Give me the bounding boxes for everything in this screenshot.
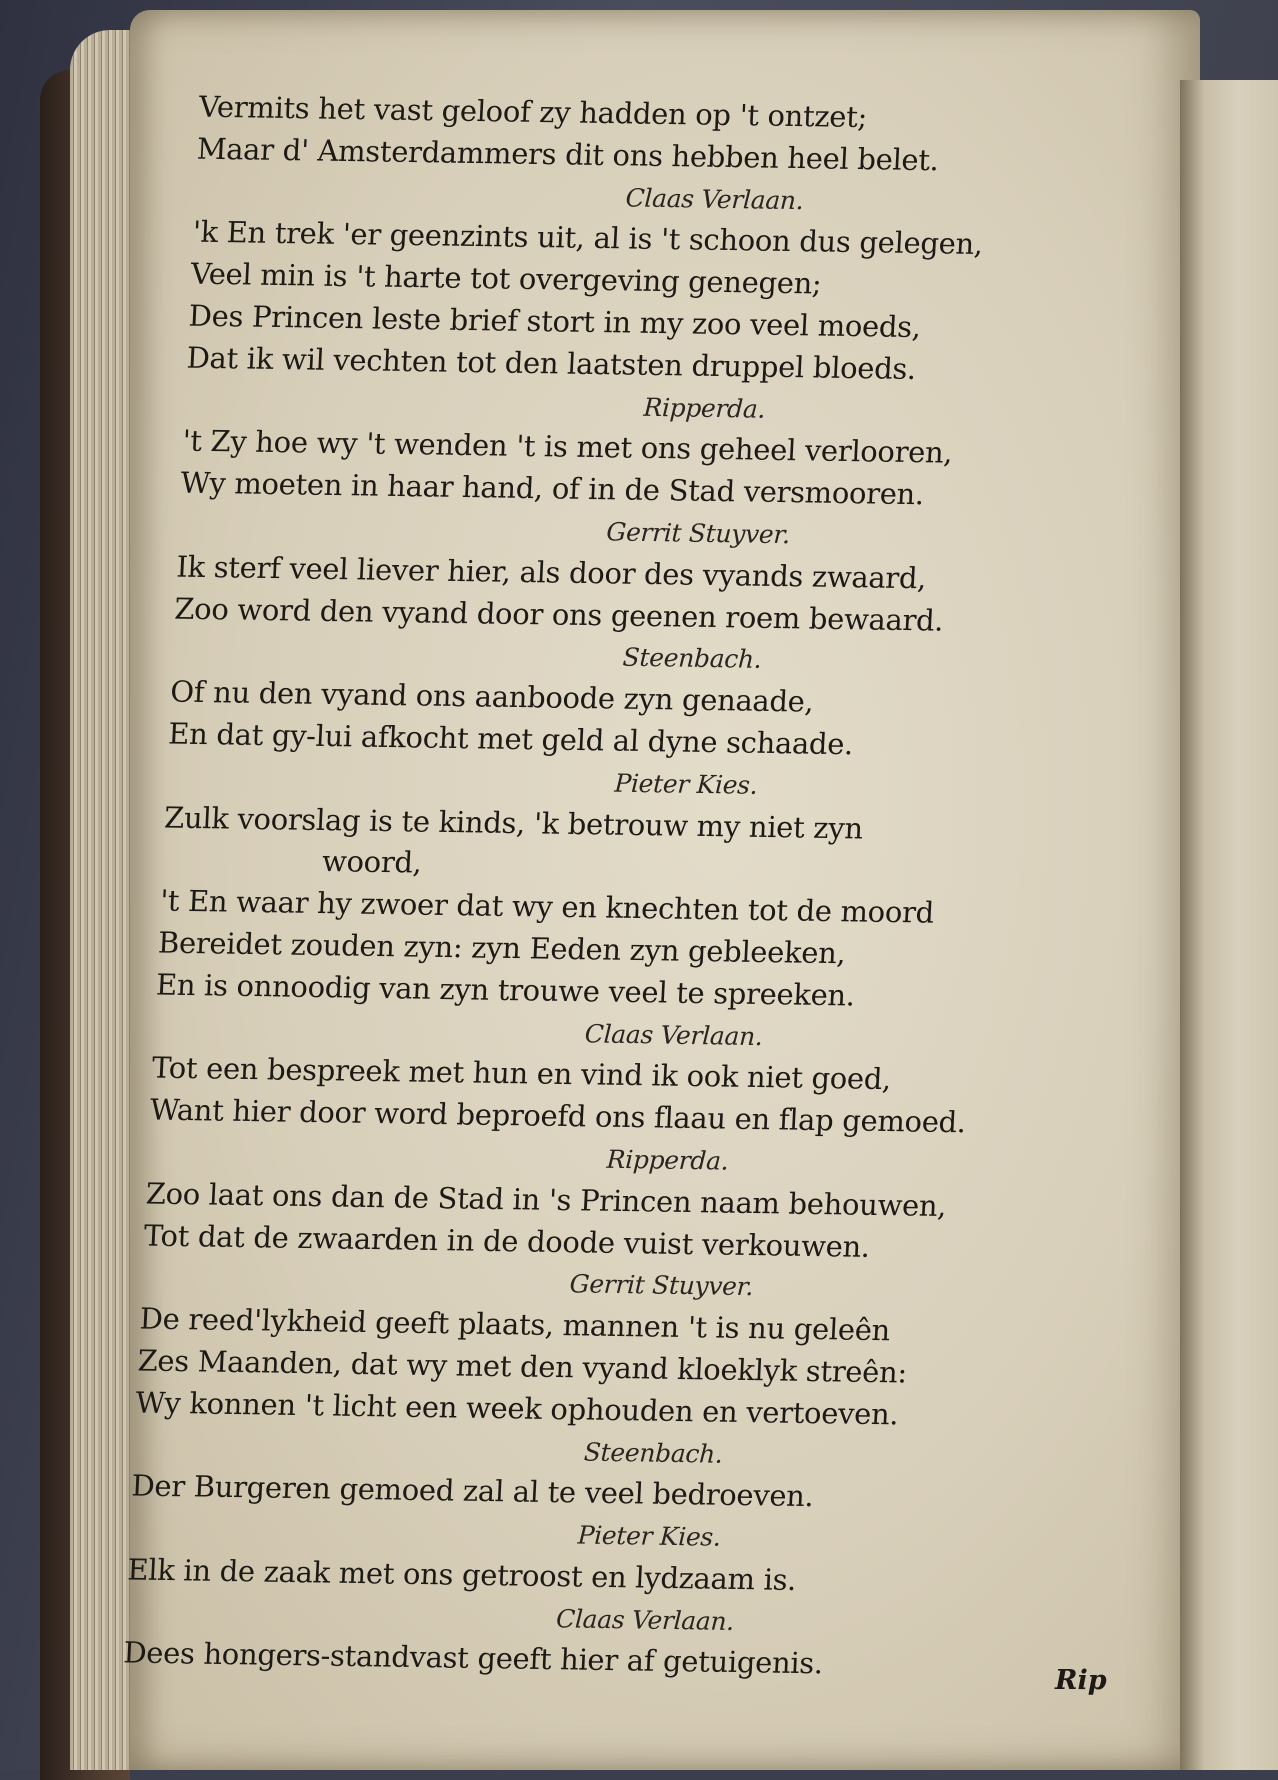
verse-line: Elk in de zaak met ons getroost en lydzaam is.	[126, 1552, 798, 1597]
speaker-name: Ripperda.	[642, 392, 766, 424]
verse-line: Maar d' Amsterdammers dit ons hebben heel belet.	[196, 131, 940, 178]
verse-line: Tot dat de zwaarden in de doode vuist verkouwen.	[143, 1218, 871, 1264]
speaker-name: Claas Verlaan.	[555, 1603, 735, 1636]
verse-line: Tot een bespreek met hun en vind ik ook niet goed,	[151, 1050, 892, 1097]
verse-line: Want hier door word beproefd ons flaau en flap gemoed.	[149, 1092, 967, 1140]
catchword: Rip	[1055, 1665, 1107, 1696]
verse-line: Der Burgeren gemoed zal al te veel bedroeven.	[130, 1468, 815, 1514]
verse-line: En is onnoodig van zyn trouwe veel te spreeken.	[155, 967, 856, 1013]
verse-line: Of nu den vyand ons aanboode zyn genaade,	[169, 674, 815, 719]
speaker-name: Pieter Kies.	[577, 1520, 722, 1552]
facing-page	[1180, 80, 1278, 1770]
page-text	[82, 86, 1159, 1690]
speaker-name: Gerrit Stuyver.	[568, 1269, 754, 1302]
speaker-name: Claas Verlaan.	[584, 1018, 764, 1051]
verse-line: Des Princen leste brief stort in my zoo veel moeds,	[187, 298, 922, 345]
verse-line: 't Zy hoe wy 't wenden 't is met ons geheel verlooren,	[181, 423, 954, 471]
speaker-name: Gerrit Stuyver.	[605, 517, 791, 550]
verse-line: Zulk voorslag is te kinds, 'k betrouw my niet zyn	[163, 800, 864, 846]
speaker-name: Ripperda.	[606, 1144, 730, 1176]
verse-line: Dat ik wil vechten tot den laatsten druppel bloeds.	[185, 340, 917, 386]
verse-line: Bereidet zouden zyn: zyn Eeden zyn gebleeken,	[157, 925, 847, 971]
verse-line: Zoo word den vyand door ons geenen roem bewaard.	[173, 591, 945, 638]
verse-line: 'k En trek 'er geenzints uit, al is 't schoon dus gelegen,	[192, 215, 984, 262]
verse-line: Zoo laat ons dan de Stad in 's Princen naam behouwen,	[145, 1176, 948, 1223]
verse-line: En dat gy-lui afkocht met geld al dyne schaade.	[167, 716, 854, 762]
verse-line: Ik sterf veel liever hier, als door des vyands zwaard,	[175, 549, 927, 596]
verse-line: Vermits het vast geloof zy hadden op 't ontzet;	[198, 89, 868, 135]
verse-line: woord,	[321, 844, 423, 880]
verse-line: Dees hongers-standvast geeft hier af getuigenis.	[122, 1635, 824, 1681]
speaker-name: Steenbach.	[583, 1437, 724, 1469]
verse-line: Veel min is 't harte tot overgeving genegen;	[189, 256, 823, 301]
speaker-name: Steenbach.	[621, 642, 763, 675]
verse-line: Wy konnen 't licht een week ophouden en vertoeven.	[134, 1385, 900, 1432]
speaker-name: Claas Verlaan.	[624, 182, 805, 215]
verse-line: Zes Maanden, dat wy met den vyand kloeklyk streên:	[136, 1343, 908, 1390]
verse-line: Wy moeten in haar hand, of in de Stad versmooren.	[179, 465, 925, 512]
verse-line: 't En waar hy zwoer dat wy en knechten tot de moord	[159, 883, 935, 930]
speaker-name: Pieter Kies.	[613, 768, 759, 800]
verse-line: De reed'lykheid geeft plaats, mannen 't is nu geleên	[138, 1301, 891, 1348]
